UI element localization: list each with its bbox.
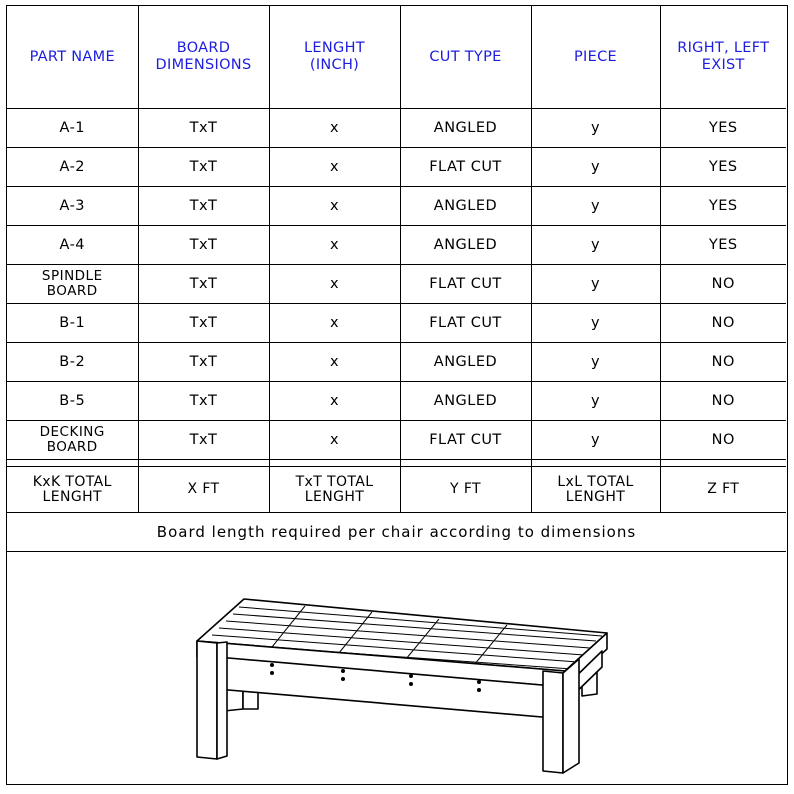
cell-cut-type: FLAT CUT: [400, 421, 531, 460]
cell-length: x: [269, 343, 400, 382]
cell-board-dimensions: TxT: [138, 304, 269, 343]
separator-row: [7, 460, 786, 467]
cell-length: x: [269, 187, 400, 226]
total-txt-value: Y FT: [400, 467, 531, 513]
cell-piece: y: [531, 226, 660, 265]
bill-of-materials-table: [7, 6, 786, 552]
cell-piece: y: [531, 382, 660, 421]
cell-board-dimensions: TxT: [138, 187, 269, 226]
total-txt-label: TxT TOTAL LENGHT: [269, 467, 400, 513]
table-row: [7, 109, 786, 148]
drawing-sheet: [6, 5, 788, 785]
cell-board-dimensions: TxT: [138, 109, 269, 148]
cell-cut-type: ANGLED: [400, 343, 531, 382]
cell-piece: y: [531, 304, 660, 343]
cell-board-dimensions: TxT: [138, 382, 269, 421]
front-left-leg: [197, 641, 217, 759]
cell-right-left-exist: YES: [660, 109, 786, 148]
total-lxl-label: LxL TOTAL LENGHT: [531, 467, 660, 513]
cell-right-left-exist: NO: [660, 343, 786, 382]
cell-right-left-exist: NO: [660, 265, 786, 304]
cell-length: x: [269, 382, 400, 421]
cell-right-left-exist: YES: [660, 226, 786, 265]
cell-cut-type: ANGLED: [400, 109, 531, 148]
cell-piece: y: [531, 343, 660, 382]
table-row: [7, 343, 786, 382]
cell-cut-type: FLAT CUT: [400, 304, 531, 343]
cell-piece: y: [531, 421, 660, 460]
front-right-leg-side: [563, 659, 579, 773]
table-row: [7, 265, 786, 304]
cell-part-name: DECKING BOARD: [7, 421, 138, 460]
header-piece: PIECE: [531, 6, 660, 109]
cell-part-name: B-2: [7, 343, 138, 382]
table-row: [7, 148, 786, 187]
cell-length: x: [269, 148, 400, 187]
table-row: [7, 304, 786, 343]
cell-part-name: A-1: [7, 109, 138, 148]
cell-cut-type: ANGLED: [400, 382, 531, 421]
note-row: [7, 513, 786, 552]
total-kxk-value: X FT: [138, 467, 269, 513]
header-length: LENGHT (INCH): [269, 6, 400, 109]
cell-part-name: A-4: [7, 226, 138, 265]
cell-right-left-exist: NO: [660, 421, 786, 460]
cell-part-name: SPINDLE BOARD: [7, 265, 138, 304]
cell-right-left-exist: NO: [660, 382, 786, 421]
cell-part-name: B-5: [7, 382, 138, 421]
cell-length: x: [269, 226, 400, 265]
cell-cut-type: FLAT CUT: [400, 265, 531, 304]
header-right-left-exist: RIGHT, LEFT EXIST: [660, 6, 786, 109]
header-cut-type: CUT TYPE: [400, 6, 531, 109]
cell-piece: y: [531, 187, 660, 226]
board-length-note: Board length required per chair according to dimensions: [7, 513, 786, 552]
cell-piece: y: [531, 148, 660, 187]
cell-board-dimensions: TxT: [138, 148, 269, 187]
cell-piece: y: [531, 265, 660, 304]
table-row: [7, 187, 786, 226]
totals-row: [7, 467, 786, 513]
cell-cut-type: FLAT CUT: [400, 148, 531, 187]
cell-right-left-exist: YES: [660, 148, 786, 187]
cell-cut-type: ANGLED: [400, 226, 531, 265]
cell-part-name: B-1: [7, 304, 138, 343]
cell-right-left-exist: NO: [660, 304, 786, 343]
cell-board-dimensions: TxT: [138, 421, 269, 460]
cell-right-left-exist: YES: [660, 187, 786, 226]
cell-cut-type: ANGLED: [400, 187, 531, 226]
cell-board-dimensions: TxT: [138, 343, 269, 382]
cell-piece: y: [531, 109, 660, 148]
header-part-name: PART NAME: [7, 6, 138, 109]
total-lxl-value: Z FT: [660, 467, 786, 513]
cell-length: x: [269, 304, 400, 343]
table-row: [7, 226, 786, 265]
front-right-leg: [543, 671, 563, 773]
cell-length: x: [269, 421, 400, 460]
header-row: [7, 6, 786, 109]
table-row: [7, 421, 786, 460]
bench-figure: [7, 559, 786, 783]
bench-drawing-icon: [7, 559, 786, 783]
cell-length: x: [269, 265, 400, 304]
cell-part-name: A-2: [7, 148, 138, 187]
cell-board-dimensions: TxT: [138, 226, 269, 265]
table-row: [7, 382, 786, 421]
header-board-dimensions: BOARD DIMENSIONS: [138, 6, 269, 109]
cell-length: x: [269, 109, 400, 148]
cell-part-name: A-3: [7, 187, 138, 226]
total-kxk-label: KxK TOTAL LENGHT: [7, 467, 138, 513]
cell-board-dimensions: TxT: [138, 265, 269, 304]
